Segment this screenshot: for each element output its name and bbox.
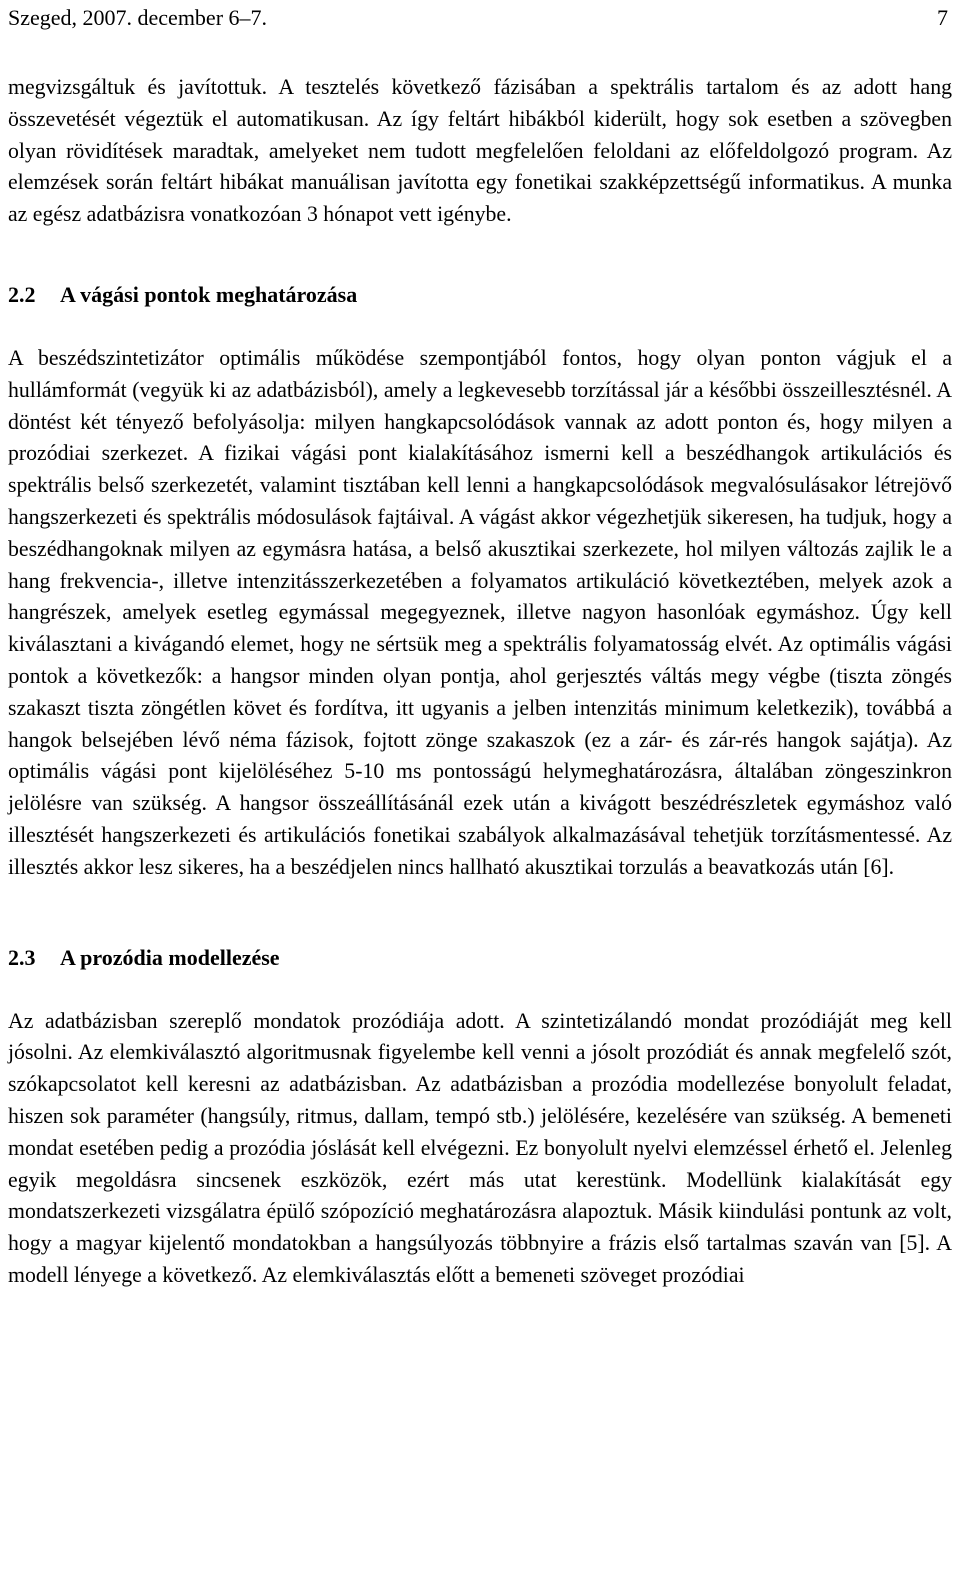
page-number: 7 xyxy=(937,5,948,30)
section-heading-2-2 xyxy=(8,279,952,311)
section-number: 2.2 xyxy=(8,281,36,307)
paragraph-prosody: Az adatbázisban szereplő mondatok prozódiája adott. A szintetizálandó mondat prozódiáját meg kell jósolni. Az elemkiválasztó algoritmusnak figyelembe kell venni a jósolt prozódiát és annak megfelelő szót, szókapcsolatot kell keresni az adatbázisban. Az adatbázisban a prozódia modellezése bonyolult feladat, hiszen sok paraméter (hangsúly, ritmus, dallam, tempó stb.) jelölésére, kezelésére van szükség. A bemeneti mondat esetében pedig a prozódia jóslását kell elvégezni. Ez bonyolult nyelvi elemzéssel érhető el. Jelenleg egyik megoldásra sincsenek eszközök, ezért más utat kerestünk. Modellünk kialakítását egy mondatszerkezeti vizsgálatra épülő szópozíció meghatározásra alapoztuk. Másik kiindulási pontunk az volt, hogy a magyar kijelentő mondatokban a hangsúlyozás többnyire a frázis első tartalmas szaván van [5]. A modell lényege a következő. Az elemkiválasztás előtt a bemeneti szöveget prozódiai xyxy=(8,1008,952,1287)
section-number: 2.3 xyxy=(8,944,36,970)
page-body xyxy=(8,72,952,1292)
paragraph-intro: megvizsgáltuk és javítottuk. A tesztelés következő fázisában a spektrális tartalom és az adott hang összevetését végeztük el automatikusan. Az így feltárt hibákból kiderült, hogy sok esetben a szövegben olyan rövidítések maradtak, amelyeket nem tudott megfelelően feloldani az előfeldolgozó program. Az elemzések során feltárt hibákat manuálisan javította egy fonetikai szakképzettségű informatikus. A munka az egész adatbázisra vonatkozóan 3 hónapot vett igénybe. xyxy=(8,75,952,227)
page-header xyxy=(8,0,952,36)
section-heading-2-3 xyxy=(8,942,952,974)
paragraph-cut-points: A beszédszintetizátor optimális működése szempontjából fontos, hogy olyan ponton vágjuk el a hullámformát (vegyük ki az adatbázisból), amely a legkevesebb torzítással jár a későbbi összeillesztésnél. A döntést két tényező befolyásolja: milyen hangkapcsolódások vannak az adott ponton és, hogy milyen a prozódiai szerkezet. A fizikai vágási pont kialakításához ismerni kell a beszédhangok artikulációs és spektrális belső szerkezetét, valamint tisztában kell lenni a hangkapcsolódások megvalósulásakor létrejövő hangszerkezeti és spektrális módosulások fajtáival. A vágást akkor végezhetjük sikeresen, ha tudjuk, hogy a beszédhangoknak milyen az egymásra hatása, a belső akusztikai szerkezete, hol milyen változás zajlik le a hang frekvencia-, illetve intenzitásszerkezetében a folyamatos artikuláció következtében, melyek azok a hangrészek, amelyek esetleg egymással megegyeznek, illetve nagyon hasonlóak egymáshoz. Úgy kell kiválasztani a kivágandó elemet, hogy ne sértsük meg a spektrális folyamatosság elvét. Az optimális vágási pontok a következők: a hangsor minden olyan pontja, ahol gerjesztés váltás megy végbe (tiszta zöngés szakaszt tiszta zöngétlen követ és fordítva, itt ugyanis a jelben intenzitás minimum keletkezik), továbbá a hangok belsejében lévő néma fázisok, fojtott zönge szakaszok (ez a zár- és zár-rés hangok sajátja). Az optimális vágási pont kijelöléséhez 5-10 ms pontosságú helymeghatározásra, általában zöngeszinkron jelölésre van szükség. A hangsor összeállításánál ezek után a kivágott beszédrészletek egymáshoz való illesztését hangszerkezeti és artikulációs fonetikai szabályok alkalmazásával tehetjük torzításmentessé. Az illesztés akkor lesz sikeres, ha a beszédjelen nincs hallható akusztikai torzulás a beavatkozás után [6]. xyxy=(8,345,952,879)
section-title: A vágási pontok meghatározása xyxy=(60,281,358,307)
section-title: A prozódia modellezése xyxy=(60,944,280,970)
running-header: Szeged, 2007. december 6–7. xyxy=(8,5,268,30)
